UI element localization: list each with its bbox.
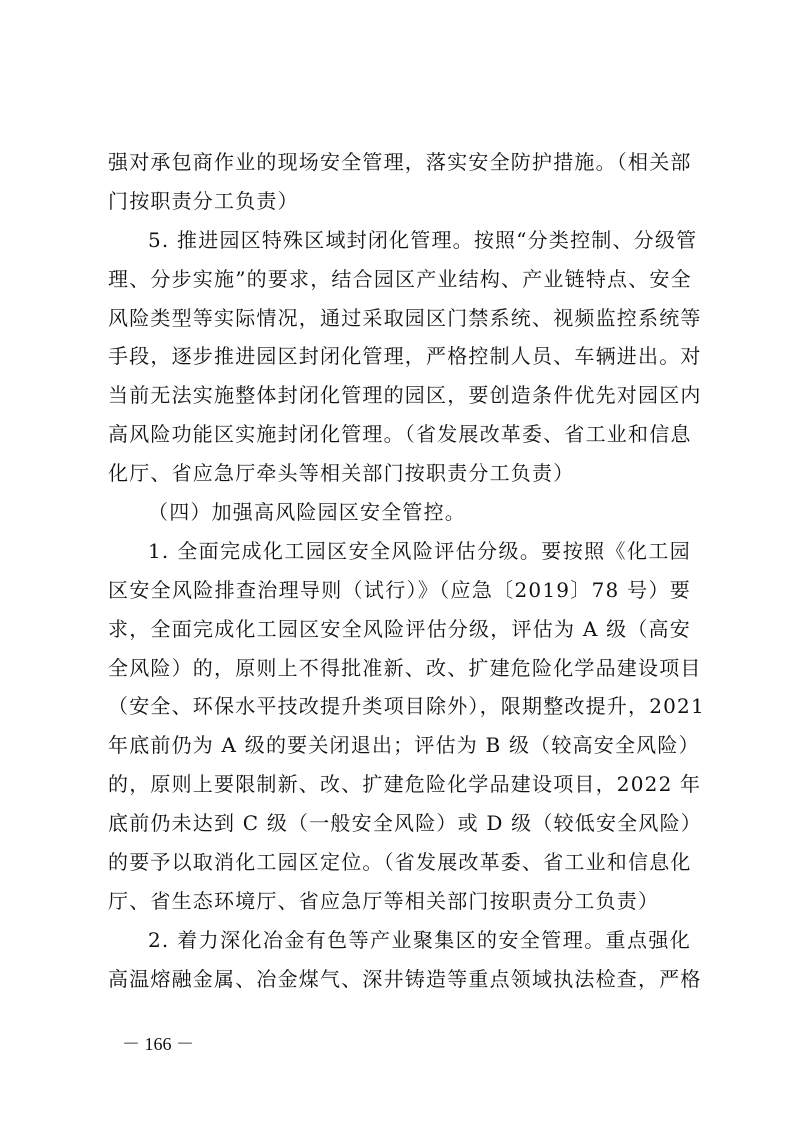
- text-line: 门按职责分工负责）: [108, 188, 299, 213]
- text-line: 强对承包商作业的现场安全管理，落实安全防护措施。（相关部: [108, 150, 692, 174]
- text-line: 区安全风险排查治理导则（试行）》（应急〔2019〕78 号）要: [108, 577, 691, 602]
- text-line: 厅、省生态环境厅、省应急厅等相关部门按职责分工负责）: [108, 888, 660, 913]
- text-line: 的，原则上要限制新、改、扩建危险化学品建设项目，2022 年: [108, 772, 702, 797]
- text-line: （四）加强高风险园区安全管控。: [148, 500, 466, 525]
- text-line: 手段，逐步推进园区封闭化管理，严格控制人员、车辆进出。对: [108, 344, 702, 369]
- text-line: 风险类型等实际情况，通过采取园区门禁系统、视频监控系统等: [108, 305, 702, 330]
- text-line: （安全、环保水平技改提升类项目除外），限期整改提升，2021: [108, 694, 705, 719]
- text-line: 理、分步实施”的要求，结合园区产业结构、产业链特点、安全: [108, 266, 692, 291]
- text-line: 2. 着力深化冶金有色等产业聚集区的安全管理。重点强化: [148, 927, 691, 952]
- text-line: 底前仍未达到 C 级（一般安全风险）或 D 级（较低安全风险）: [108, 811, 702, 836]
- text-line: 年底前仍为 A 级的要关闭退出；评估为 B 级（较高安全风险）: [108, 733, 700, 758]
- text-line: 求，全面完成化工园区安全风险评估分级，评估为 A 级（高安: [108, 616, 691, 641]
- body-text: [108, 143, 705, 999]
- page-number: － 166 －: [122, 1034, 194, 1054]
- text-line: 全风险）的，原则上不得批准新、改、扩建危险化学品建设项目: [108, 655, 702, 680]
- text-line: 1. 全面完成化工园区安全风险评估分级。要按照《化工园: [148, 538, 691, 563]
- text-line: 高温熔融金属、冶金煤气、深井铸造等重点领域执法检查，严格: [108, 966, 702, 991]
- text-line: 的要予以取消化工园区定位。（省发展改革委、省工业和信息化: [108, 850, 692, 875]
- text-line: 当前无法实施整体封闭化管理的园区，要创造条件优先对园区内: [108, 383, 702, 408]
- text-line: 高风险功能区实施封闭化管理。（省发展改革委、省工业和信息: [108, 422, 692, 447]
- text-line: 5. 推进园区特殊区域封闭化管理。按照“分类控制、分级管: [148, 227, 698, 252]
- text-line: 化厅、省应急厅牵头等相关部门按职责分工负责）: [108, 461, 575, 486]
